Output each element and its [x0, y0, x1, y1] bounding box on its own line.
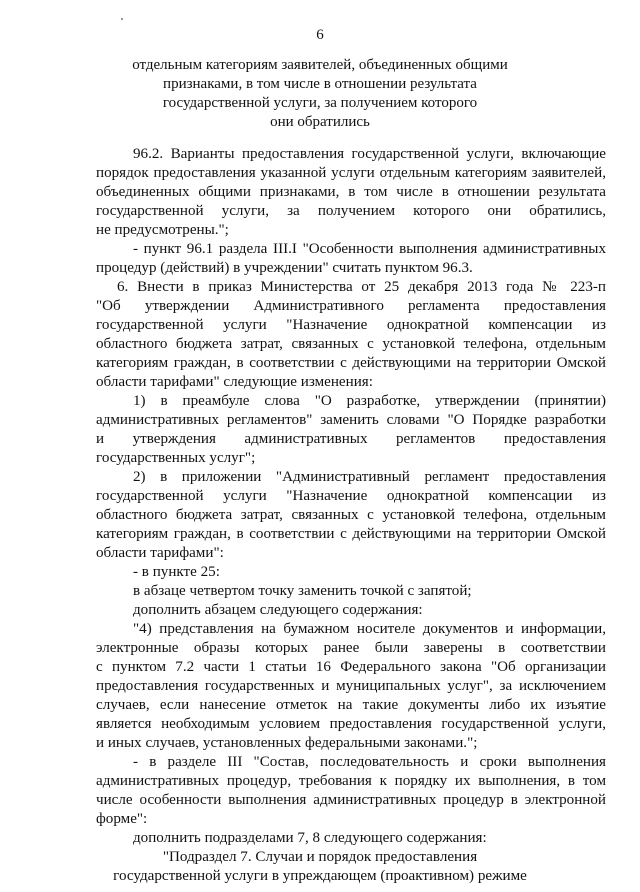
- paragraph-line: является необходимым условием предоставления государственной услуги,: [96, 716, 606, 732]
- paragraph-line: не предусмотрены.";: [96, 222, 229, 238]
- paragraph-line: с пунктом 7.2 части 1 статьи 16 Федерального закона "Об организации: [96, 659, 606, 675]
- section-heading: [0, 56, 640, 132]
- paragraph-line: административных регламентов" заменить словами "О Порядке разработки: [96, 412, 606, 428]
- paragraph-line: - в разделе III "Состав, последовательность и сроки выполнения: [133, 754, 606, 770]
- paragraph-line: порядок предоставления указанной услуги отдельным категориям заявителей,: [96, 165, 606, 181]
- paragraph-line: 2) в приложении "Административный регламент предоставления: [133, 469, 606, 485]
- heading-line: признаками, в том числе в отношении результата: [163, 76, 477, 92]
- paragraph-line: 6. Внести в приказ Министерства от 25 декабря 2013 года № 223-п: [117, 279, 606, 295]
- paragraph-line: и утверждения административных регламентов предоставления: [96, 431, 606, 447]
- paragraph-line: областного бюджета затрат, связанных с установкой телефона, отдельным: [96, 507, 606, 523]
- paragraph-line: административных процедур, требования к порядку их выполнения, в том: [96, 773, 606, 789]
- paragraph-line: дополнить абзацем следующего содержания:: [133, 602, 423, 618]
- paragraph-line: - пункт 96.1 раздела III.I "Особенности выполнения административных: [133, 241, 606, 257]
- paragraph-line: области тарифами":: [96, 545, 224, 561]
- paragraph-line: процедур (действий) в учреждении" считать пунктом 96.3.: [96, 260, 473, 276]
- subsection-title-line: "Подраздел 7. Случаи и порядок предоставления: [162, 849, 478, 865]
- paragraph-line: "4) представления на бумажном носителе документов и информации,: [133, 621, 606, 637]
- paragraph-line: - в пункте 25:: [133, 564, 220, 580]
- paragraph-line: "Об утверждении Административного регламента предоставления: [96, 298, 606, 314]
- subsection-title-line: государственной услуги в упреждающем (проактивном) режиме: [113, 868, 527, 884]
- paragraph-line: электронные образы которых ранее были заверены в соответствии: [96, 640, 606, 656]
- paragraph-line: государственной услуги "Назначение однократной компенсации из: [96, 488, 606, 504]
- page-number: 6: [316, 27, 324, 43]
- heading-line: государственной услуги, за получением которого: [162, 95, 478, 111]
- paragraph-line: категориям граждан, в соответствии с действующими на территории Омской: [96, 355, 606, 371]
- paragraph-line: форме":: [96, 811, 148, 827]
- paragraph-line: 96.2. Варианты предоставления государственной услуги, включающие: [133, 146, 606, 162]
- paragraph-line: в абзаце четвертом точку заменить точкой с запятой;: [133, 583, 472, 599]
- paragraph-line: государственных услуг";: [96, 450, 256, 466]
- paragraph-line: числе особенности выполнения административных процедур в электронной: [96, 792, 606, 808]
- paragraph-line: объединенных общими признаками, в том числе в отношении результата: [96, 184, 606, 200]
- heading-line: они обратились: [270, 114, 370, 130]
- paragraph-line: и иных случаев, установленных федеральными законами.";: [96, 735, 478, 751]
- paragraph-line: 1) в преамбуле слова "О разработке, утверждении (принятии): [133, 393, 606, 409]
- paragraph-line: категориям граждан, в соответствии с действующими на территории Омской: [96, 526, 606, 542]
- heading-line: отдельным категориям заявителей, объединенных общими: [132, 57, 508, 73]
- paragraph-line: дополнить подразделами 7, 8 следующего содержания:: [133, 830, 487, 846]
- paragraph-line: государственной услуги "Назначение однократной компенсации из: [96, 317, 606, 333]
- paragraph-line: предоставления государственных и муниципальных услуг", за исключением: [96, 678, 606, 694]
- paragraph-line: случаев, если нанесение отметок на такие документы либо их изъятие: [96, 697, 606, 713]
- scan-speck: [121, 18, 123, 20]
- paragraph-line: областного бюджета затрат, связанных с установкой телефона, отдельным: [96, 336, 606, 352]
- paragraph-line: государственной услуги, за получением которого они обратились,: [96, 203, 606, 219]
- paragraph-line: области тарифами" следующие изменения:: [96, 374, 373, 390]
